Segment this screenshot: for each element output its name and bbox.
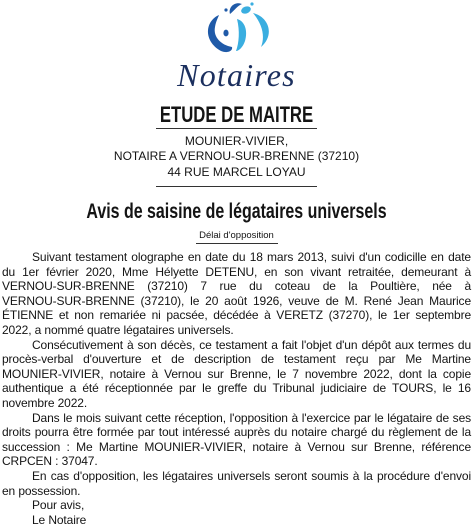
notary-office: NOTAIRE A VERNOU-SUR-BRENNE (37210): [113, 149, 360, 163]
notary-address: 44 RUE MARCEL LOYAU: [167, 164, 306, 179]
notice-line: Dans le mois suivant cette réception, l'opposition à l'exercice par le légataire de ses: [32, 410, 471, 425]
notice-line: MOUNIER-VIVIER, notaire à Vernou sur Brenne, le 7 novembre 2022, dont la copie: [2, 366, 471, 381]
notice-paragraph: [2, 411, 471, 469]
notice-closing: [2, 498, 471, 513]
closing-salutation: Pour avis,: [32, 498, 85, 513]
notice-line: authentique a été réceptionnée par le greffe du Tribunal judiciaire de TOURS, le 16: [2, 381, 471, 396]
notice-line: succession : Me Martine MOUNIER-VIVIER, notaire à Vernou sur Brenne, référence: [2, 439, 471, 454]
title-divider: [156, 128, 317, 129]
study-title: ETUDE DE MAITRE: [159, 102, 314, 127]
logo-light-flame: [240, 5, 252, 15]
notice-line: VERNOU-SUR-BRENNE (37210), le 20 août 1926, veuve de M. René Jean Maurice: [2, 293, 471, 308]
notice-line: du 1er février 2020, Mme Hélyette DETENU, en son vivant retraitée, demeurant à: [2, 264, 471, 279]
notice-paragraph: [2, 338, 471, 411]
notice-line: ÉTIENNE et non remariée ni pacsée, décédée à VERETZ (37270), le 1er septembre: [2, 308, 471, 323]
logo-light-crescent: [253, 13, 269, 47]
signatory: Le Notaire: [32, 512, 87, 527]
logo-light-center: [236, 19, 246, 51]
logo-dark-eye: [223, 30, 228, 37]
notaires-wordmark: Notaires: [177, 57, 296, 93]
notaires-logo-icon: [199, 1, 275, 57]
notice-line: procès-verbal d'ouverture et de description de testament reçu par Me Martine: [2, 352, 471, 367]
logo-dark-flame: [230, 3, 242, 14]
logo-light-dot: [250, 2, 253, 5]
notice-paragraph: [2, 469, 471, 498]
notice-subtitle: Délai d'opposition: [199, 230, 274, 241]
notice-line: Consécutivement à son décès, ce testament a fait l'objet d'un dépôt aux termes du: [32, 337, 471, 352]
logo-dark-dot: [224, 8, 227, 11]
notice-line: novembre 2022.: [2, 395, 88, 410]
notice-body: [2, 250, 471, 527]
notice-line: en possession.: [2, 483, 81, 498]
notice-paragraph: [2, 250, 471, 338]
notice-line: 2022, a nommé quatre légataires universels.: [2, 322, 234, 337]
notice-line: VERNOU-SUR-BRENNE (37210) 7 rue du coteau de la Poultière, née à: [2, 279, 471, 294]
notice-title: Avis de saisine de légataires universels: [86, 200, 387, 223]
notice-line: CRPCEN : 37047.: [2, 454, 98, 469]
notice-line: droits pourra être formée par tout intéressé auprès du notaire chargé du règlement de la: [2, 425, 471, 440]
notice-line: Suivant testament olographe en date du 18 mars 2013, suivi d'un codicille en date: [32, 250, 471, 264]
address-divider: [156, 186, 317, 187]
notary-name: MOUNIER-VIVIER,: [184, 133, 289, 148]
subtitle-divider: [196, 243, 278, 244]
notice-line: En cas d'opposition, les légataires universels seront soumis à la procédure d'envoi: [32, 468, 471, 483]
notice-signature: [2, 513, 471, 528]
